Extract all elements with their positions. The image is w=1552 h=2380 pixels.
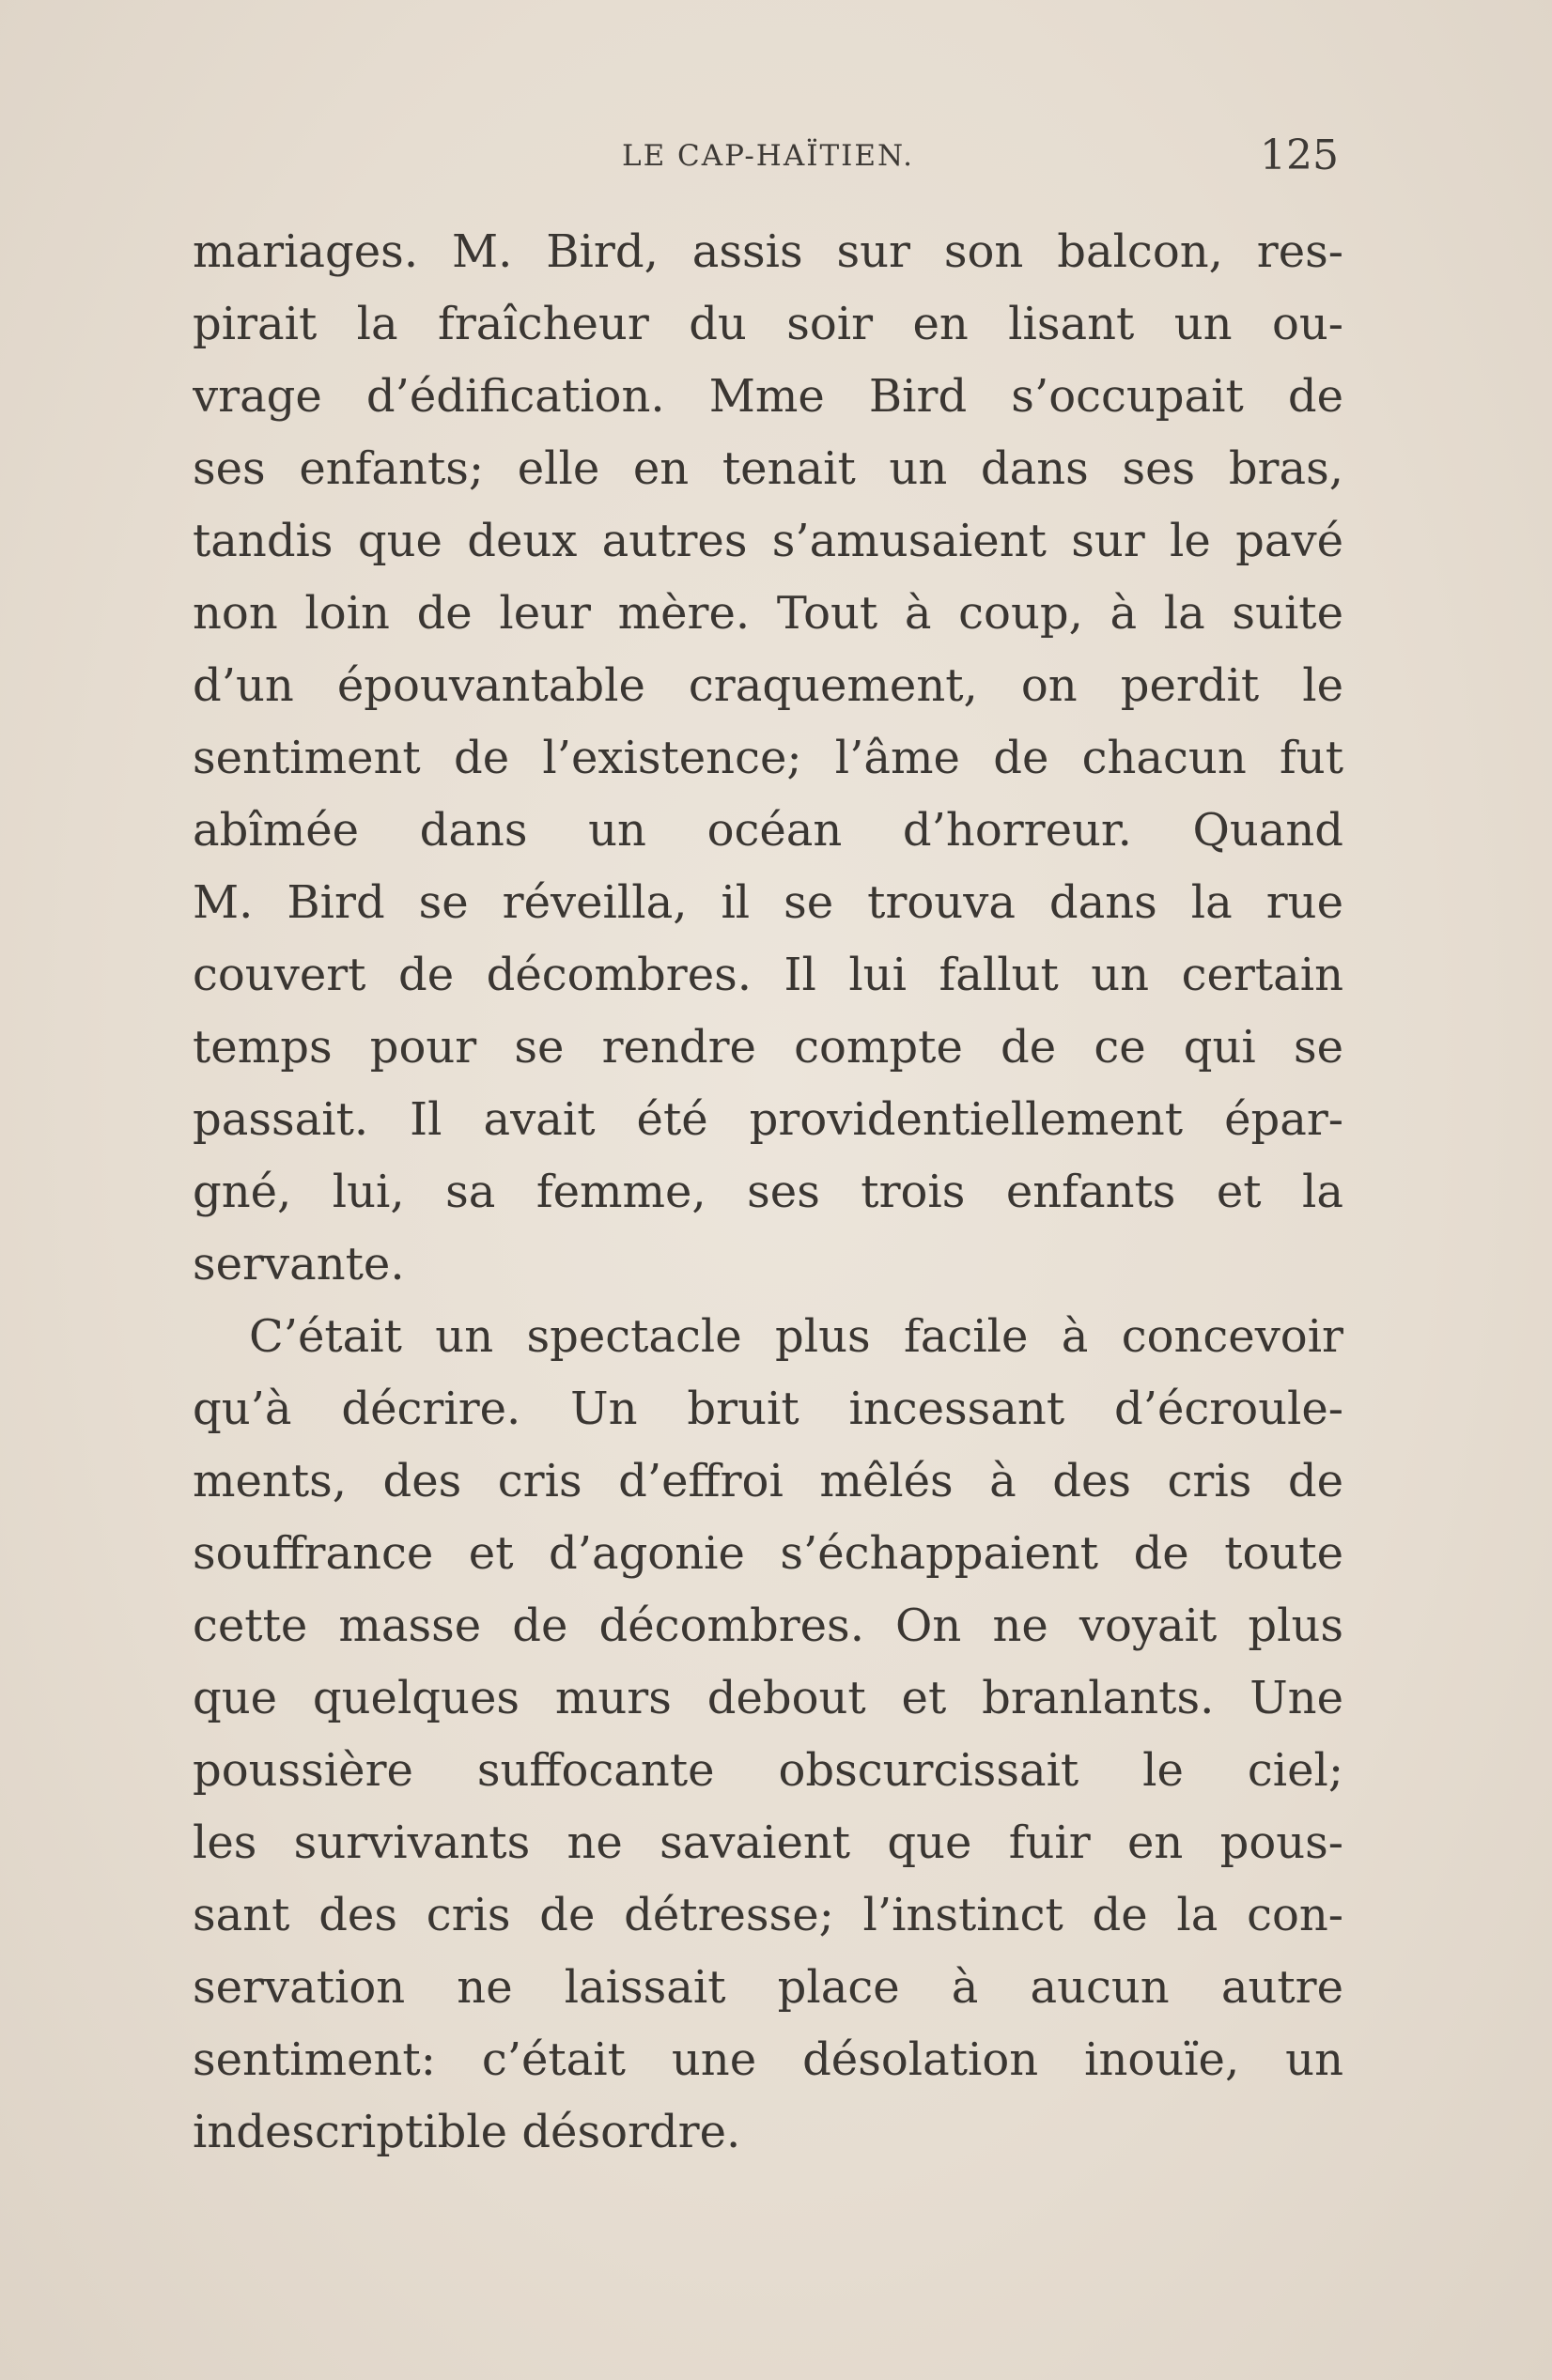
text-line: abîmée dans un océan d’horreur. Quand [193,804,1343,857]
text-line: sentiment: c’était une désolation inouïe, un [193,2033,1343,2086]
text-line: servation ne laissait place à aucun autre [193,1961,1343,2014]
text-line: mariages. M. Bird, assis sur son balcon, res- [193,225,1343,278]
text-line: que quelques murs debout et branlants. Une [193,1672,1343,1724]
text-line: d’un épouvantable craquement, on perdit le [193,659,1343,712]
text-line: passait. Il avait été providentiellement épar- [193,1093,1343,1146]
text-line: les survivants ne savaient que fuir en pous- [193,1816,1343,1869]
text-line: sentiment de l’existence; l’âme de chacun fut [193,732,1343,784]
text-line: tandis que deux autres s’amusaient sur le pavé [193,515,1343,567]
text-line: souffrance et d’agonie s’échappaient de toute [193,1527,1343,1580]
text-line: temps pour se rendre compte de ce qui se [193,1021,1343,1074]
text-line: vrage d’édification. Mme Bird s’occupait de [193,370,1343,423]
text-line: poussière suffocante obscurcissait le ciel; [193,1744,1343,1797]
text-line: sant des cris de détresse; l’instinct de la con- [193,1889,1343,1941]
paragraph-end-line: servante. [193,1238,405,1290]
text-line: ses enfants; elle en tenait un dans ses bras, [193,442,1343,495]
paragraph-start-line: C’était un spectacle plus facile à concevoir [249,1310,1343,1363]
running-title: LE CAP-HAÏTIEN. [621,139,915,173]
text-line: qu’à décrire. Un bruit incessant d’écroule- [193,1383,1343,1435]
body-text [193,216,1343,2169]
page-number: 125 [1260,131,1339,179]
text-line: non loin de leur mère. Tout à coup, à la suite [193,587,1343,640]
text-line: ments, des cris d’effroi mêlés à des cris de [193,1455,1343,1507]
text-line: pirait la fraîcheur du soir en lisant un ou- [193,298,1343,350]
running-head [197,131,1339,188]
paragraph-end-line: indescriptible désordre. [193,2106,741,2158]
text-line: M. Bird se réveilla, il se trouva dans la rue [193,876,1343,929]
text-line: gné, lui, sa femme, ses trois enfants et la [193,1166,1343,1218]
text-line: couvert de décombres. Il lui fallut un certain [193,949,1343,1001]
text-line: cette masse de décombres. On ne voyait plus [193,1600,1343,1652]
